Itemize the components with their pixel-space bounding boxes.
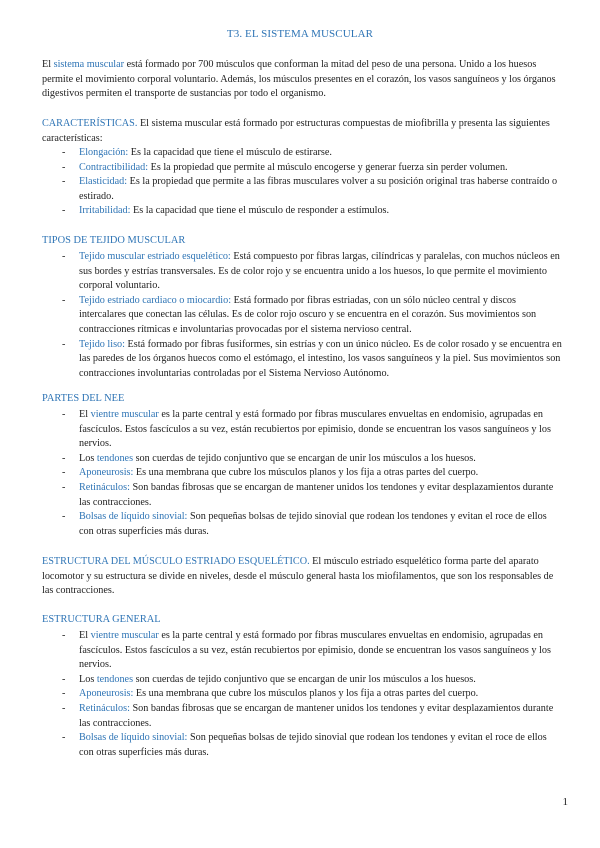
- page-title: T3. EL SISTEMA MUSCULAR: [226, 28, 374, 40]
- page-number: 1: [562, 796, 568, 808]
- estructura-general-list: [42, 629, 562, 760]
- partes-list: [42, 408, 562, 539]
- section-heading-tipos: TIPOS DE TEJIDO MUSCULAR: [42, 235, 186, 246]
- list-item: - Tejido liso: Está formado por fibras fusiformes, sin estrías y con un único núcleo. Es de color rosado y se encuentra en las paredes de los órganos huecos como el estómago, el intestino, los vasos sanguíneos y la piel. Sus movimientos son contracciones involuntarias controladas por el Sistema Nervioso Autónomo.: [42, 338, 562, 382]
- list-item: - Bolsas de líquido sinovial: Son pequeñas bolsas de tejido sinovial que rodean los tendones y evitan el roce de ellos con otras superficies más duras.: [42, 510, 562, 539]
- estructura-musculo-paragraph: ESTRUCTURA DEL MÚSCULO ESTRIADO ESQUELÉTICO. El músculo estriado esquelético forma parte del aparato locomotor y su estructura se divide en niveles, desde el músculo general hasta los miofilamentos, que son los responsables de las contracciones.: [42, 556, 554, 597]
- list-item: - Contractibilidad: Es la propiedad que permite al músculo encogerse y generar fuerza sin perder volumen.: [42, 161, 562, 176]
- caracteristicas-list: [42, 146, 562, 219]
- list-item: - Los tendones son cuerdas de tejido conjuntivo que se encargan de unir los músculos a los huesos.: [42, 452, 562, 467]
- list-item: - Tejido estriado cardiaco o miocardio: Está formado por fibras estriadas, con un sólo núcleo central y discos intercalares que conectan las células. Es de color rojo oscuro y se encuentra en el corazón. Sus movimientos son contracciones rítmicas e involuntarias provocadas por el sistema nervioso central.: [42, 294, 562, 338]
- list-item: - El vientre muscular es la parte central y está formado por fibras musculares envueltas en endomisio, agrupadas en fascículos. Estos fascículos a su vez, están recubiertos por epimisio, donde se encuentran los vasos sanguíneos y los nervios.: [42, 629, 562, 673]
- list-item: - Elasticidad: Es la propiedad que permite a las fibras musculares volver a su posición original tras haberse contraído o estirado.: [42, 175, 562, 204]
- section-heading-caracteristicas: CARACTERÍSTICAS.: [42, 118, 138, 129]
- list-item: - El vientre muscular es la parte central y está formado por fibras musculares envueltas en endomisio, agrupadas en fascículos. Estos fascículos a su vez, están recubiertos por epimisio, donde se encuentran los vasos sanguíneos y los nervios.: [42, 408, 562, 452]
- section-heading-estructura-general: ESTRUCTURA GENERAL: [42, 614, 161, 625]
- list-item: - Tejido muscular estriado esquelético: Está compuesto por fibras largas, cilíndricas y paralelas, con muchos núcleos en sus bordes y estrías transversales. Es de color rojo y se encuentra unido a los huesos, lo que permite el movimiento corporal voluntario.: [42, 250, 562, 294]
- section-heading-estructura-musculo: ESTRUCTURA DEL MÚSCULO ESTRIADO ESQUELÉTICO.: [42, 556, 310, 567]
- intro-term: sistema muscular: [53, 59, 125, 70]
- list-item: - Bolsas de líquido sinovial: Son pequeñas bolsas de tejido sinovial que rodean los tendones y evitan el roce de ellos con otras superficies más duras.: [42, 731, 562, 760]
- section-heading-partes: PARTES DEL NEE: [42, 393, 125, 404]
- list-item: - Retináculos: Son bandas fibrosas que se encargan de mantener unidos los tendones y evitar desplazamientos durante las contracciones.: [42, 481, 562, 510]
- list-item: - Irritabilidad: Es la capacidad que tiene el músculo de responder a estímulos.: [42, 204, 562, 219]
- list-item: - Retináculos: Son bandas fibrosas que se encargan de mantener unidos los tendones y evitar desplazamientos durante las contracciones.: [42, 702, 562, 731]
- intro-paragraph: El sistema muscular está formado por 700 músculos que conforman la mitad del peso de una persona. Unido a los huesos permite el movimiento corporal voluntario. Además, los músculos presentes en el corazón, los vasos sanguíneos y los órganos digestivos permiten el transporte de sustancias por todo el organismo.: [42, 59, 556, 100]
- list-item: - Aponeurosis: Es una membrana que cubre los músculos planos y los fija a otras partes del cuerpo.: [42, 687, 562, 702]
- list-item: - Aponeurosis: Es una membrana que cubre los músculos planos y los fija a otras partes del cuerpo.: [42, 466, 562, 481]
- list-item: - Elongación: Es la capacidad que tiene el músculo de estirarse.: [42, 146, 562, 161]
- tipos-list: [42, 250, 562, 381]
- list-item: - Los tendones son cuerdas de tejido conjuntivo que se encargan de unir los músculos a los huesos.: [42, 673, 562, 688]
- caracteristicas-paragraph: CARACTERÍSTICAS. El sistema muscular está formado por estructuras compuestas de miofibrilla y presenta las siguientes características:: [42, 118, 550, 144]
